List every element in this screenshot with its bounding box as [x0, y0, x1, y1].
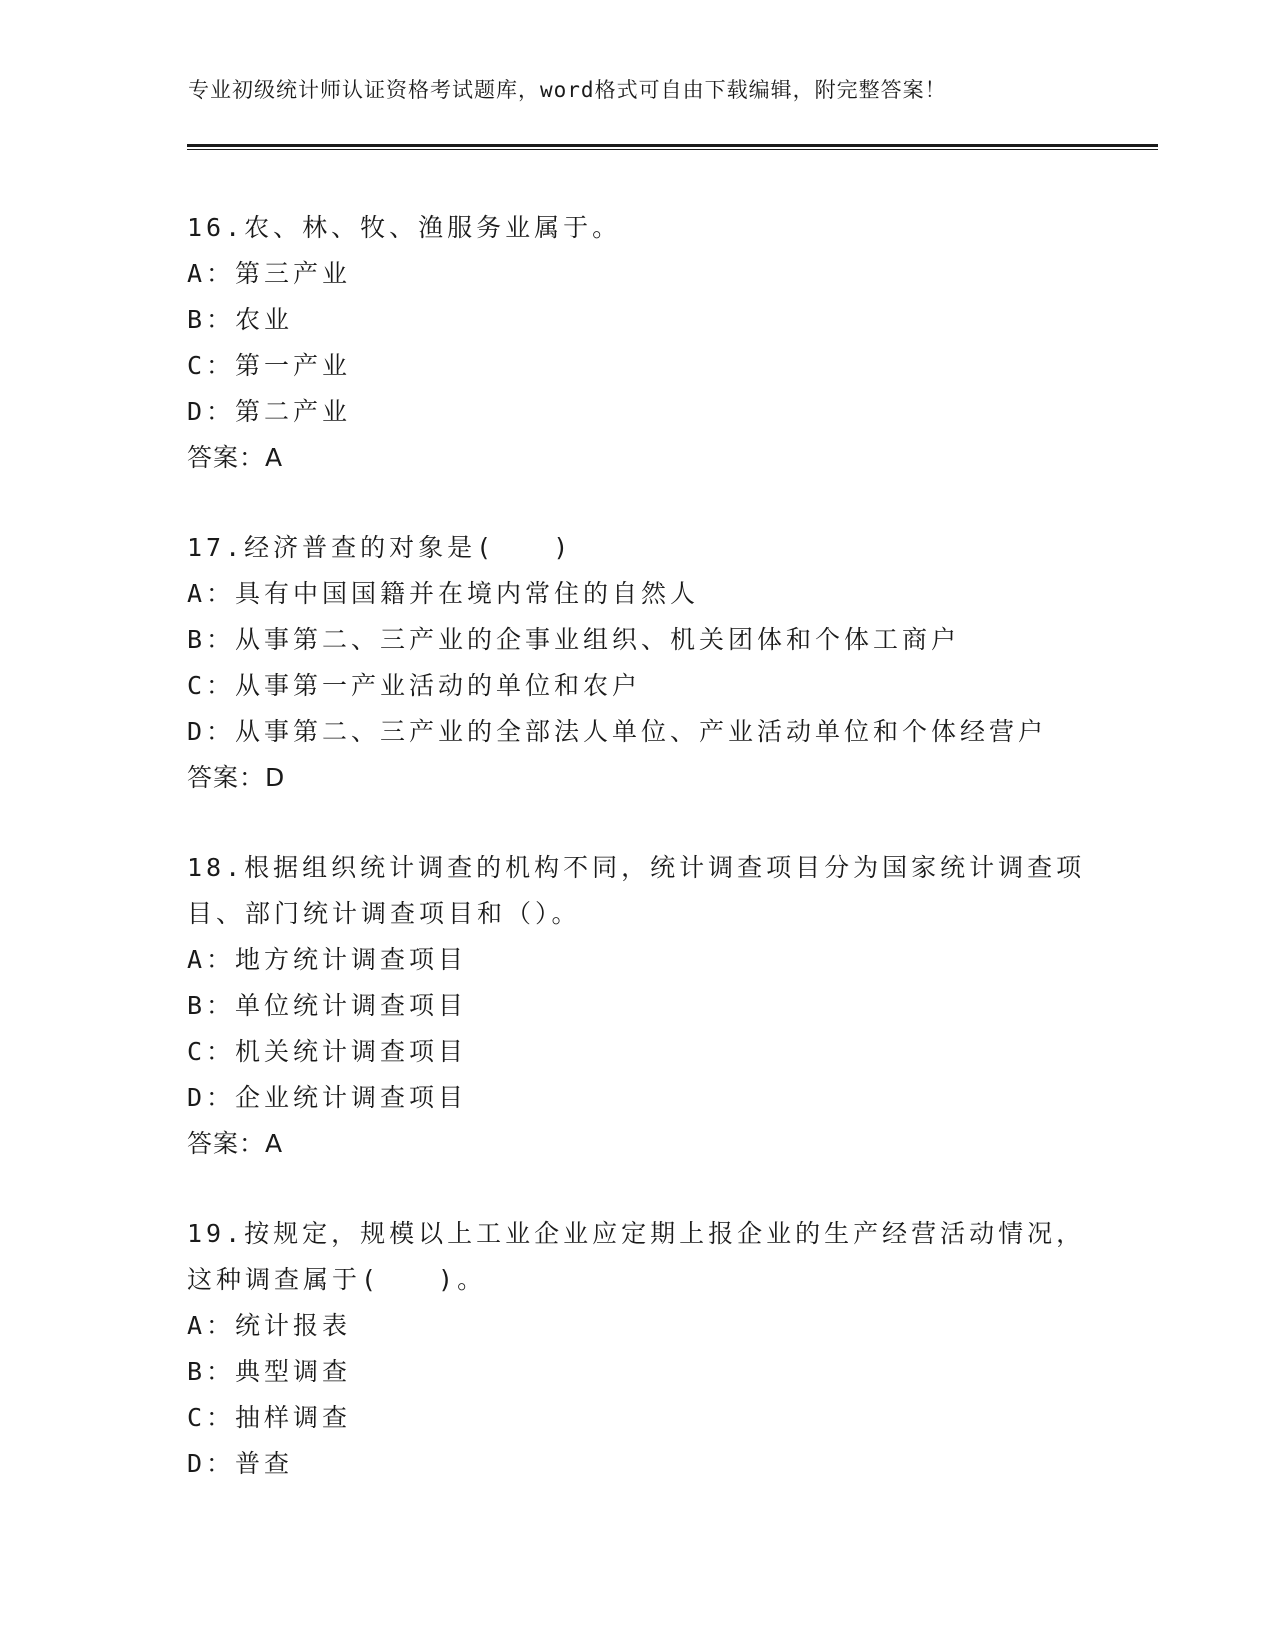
page-header: 专业初级统计师认证资格考试题库，word格式可自由下载编辑，附完整答案！ [188, 78, 947, 102]
question-18 [187, 845, 1087, 1167]
question-list [187, 205, 1087, 1531]
question-17 [187, 525, 1087, 801]
option-d: D：企业统计调查项目 [187, 1083, 468, 1112]
option-b: B：典型调查 [187, 1357, 352, 1386]
option-d: D：第二产业 [187, 397, 352, 426]
header-divider-thin [187, 149, 1158, 150]
option-b: B：从事第二、三产业的企事业组织、机关团体和个体工商户 [187, 625, 961, 654]
option-a: A：第三产业 [187, 259, 352, 288]
question-stem: 19.按规定，规模以上工业企业应定期上报企业的生产经营活动情况， [187, 1219, 1086, 1248]
question-stem: 17.经济普查的对象是( ) [187, 533, 573, 562]
option-d: D：从事第二、三产业的全部法人单位、产业活动单位和个体经营户 [187, 717, 1048, 746]
option-b: B：农业 [187, 305, 294, 334]
option-a: A：统计报表 [187, 1311, 352, 1340]
question-16 [187, 205, 1087, 481]
option-c: C：机关统计调查项目 [187, 1037, 468, 1066]
answer-line: 答案：A [187, 443, 284, 472]
option-c: C：从事第一产业活动的单位和农户 [187, 671, 642, 700]
option-b: B：单位统计调查项目 [187, 991, 468, 1020]
answer-line: 答案：A [187, 1129, 284, 1158]
question-stem: 18.根据组织统计调查的机构不同，统计调查项目分为国家统计调查项 [187, 853, 1086, 882]
question-stem-continued: 这种调查属于( )。 [187, 1265, 487, 1294]
question-stem-continued: 目、部门统计调查项目和（）。 [187, 899, 581, 928]
option-c: C：第一产业 [187, 351, 352, 380]
answer-line: 答案：D [187, 763, 286, 792]
option-d: D：普查 [187, 1449, 294, 1478]
header-divider-thick [187, 144, 1158, 147]
option-a: A：地方统计调查项目 [187, 945, 468, 974]
option-c: C：抽样调查 [187, 1403, 352, 1432]
question-stem: 16.农、林、牧、渔服务业属于。 [187, 213, 622, 242]
question-19 [187, 1211, 1087, 1487]
option-a: A：具有中国国籍并在境内常住的自然人 [187, 579, 700, 608]
